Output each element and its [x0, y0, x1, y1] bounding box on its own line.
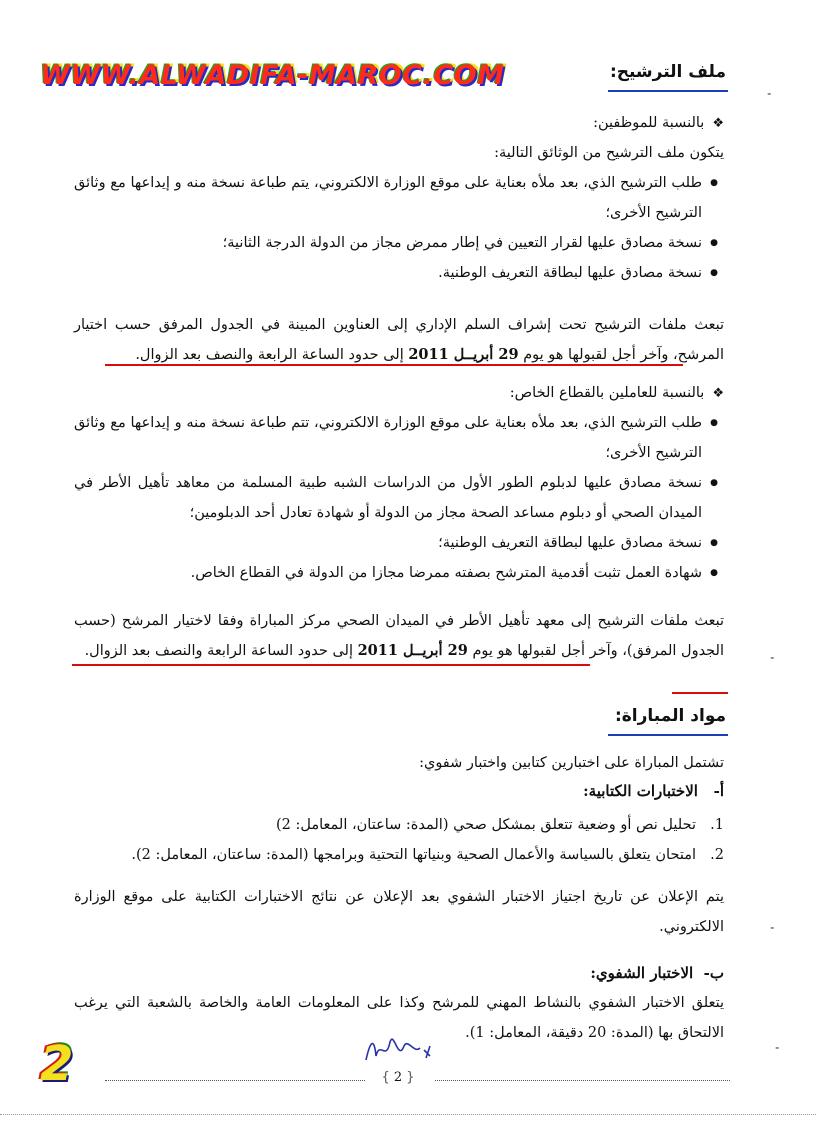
employees-submission-text: تبعث ملفات الترشيح تحت إشراف السلم الإداري إلى العناوين المبينة في الجدول المرفق حسب اختيار المرشح، وآخر أجل لقبولها هو يوم 29 أبريــل 2011 إلى حدود الساعة الرابعة والنصف بعد الزوال.: [74, 317, 724, 363]
margin-mark: ˗: [767, 86, 772, 102]
section-title-underline: [608, 734, 728, 736]
page-number: { 2 }: [381, 1070, 415, 1085]
list-item: ● نسخة مصادق عليها لدبلوم الطور الأول من الدراسات الشبه طبية المسلمة من معاهد تأهيل الأطر في الميدان الصحي أو دبلوم مساعد الصحة مجاز من الدولة أو شهادة تعادل أحد الدبلومين؛: [74, 468, 724, 528]
oral-exam-heading: ب- الاختبار الشفوي:: [590, 964, 724, 982]
section-title-underline: [608, 90, 728, 92]
deadline-date: 29 أبريــل 2011: [408, 346, 519, 363]
subsection-employees-label: ❖ بالنسبة للموظفين:: [84, 108, 724, 139]
deadline-date: 29 أبريــل 2011: [357, 642, 468, 659]
list-item: 2.امتحان يتعلق بالسياسة والأعمال الصحية وبنياتها التحتية وبرامجها (المدة: ساعتان، المعامل: 2).: [131, 847, 724, 863]
list-item: ● طلب الترشيح الذي، بعد ملأه بعناية على موقع الوزارة الالكتروني، تتم طباعة نسخة منه و إيداعها مع وثائق الترشيح الأخرى؛: [74, 408, 724, 468]
section-title-candidacy: ملف الترشيح:: [609, 62, 726, 82]
deadline-underline: [105, 364, 683, 366]
deadline-underline: [72, 664, 590, 666]
signature-image: [360, 1032, 450, 1072]
margin-mark: ˗: [770, 920, 775, 936]
margin-mark: ˗: [770, 650, 775, 666]
list-item: ● نسخة مصادق عليها لبطاقة التعريف الوطنية؛: [74, 528, 724, 558]
oral-date-announcement: يتم الإعلان عن تاريخ اجتياز الاختبار الشفوي بعد الإعلان عن نتائج الاختبارات الكتابية على موقع الوزارة الالكتروني.: [74, 889, 724, 935]
private-submission-text: تبعث ملفات الترشيح إلى معهد تأهيل الأطر في الميدان الصحي مركز المباراة وفقا لاختيار المرشح (حسب الجدول المرفق)، وآخر أجل لقبولها هو يوم 29 أبريــل 2011 إلى حدود الساعة الرابعة والنصف بعد الزوال.: [74, 613, 724, 659]
exam-intro: تشتمل المباراة على اختبارين كتابين واختبار شفوي:: [419, 755, 724, 771]
employees-intro: يتكون ملف الترشيح من الوثائق التالية:: [494, 145, 724, 161]
written-exams-list: [74, 810, 724, 870]
margin-mark: ˗: [775, 1040, 780, 1056]
page-number-badge: 2: [40, 1036, 74, 1092]
footer-rule-right: [435, 1080, 730, 1081]
private-documents-list: [74, 408, 724, 588]
section-title-exam: مواد المباراة:: [614, 706, 726, 726]
page-bottom-rule: [0, 1114, 816, 1115]
list-item: ● نسخة مصادق عليها لقرار التعيين في إطار ممرض مجاز من الدولة الدرجة الثانية؛: [74, 228, 724, 258]
footer-rule-left: [105, 1080, 365, 1081]
list-item: 1.تحليل نص أو وضعية تتعلق بمشكل صحي (المدة: ساعتان، المعامل: 2): [275, 817, 724, 833]
written-exams-heading: أ- الاختبارات الكتابية:: [583, 782, 724, 800]
watermark-logo: WWW.ALWADIFA-MAROC.COM: [40, 60, 505, 91]
list-item: ● طلب الترشيح الذي، بعد ملأه بعناية على موقع الوزارة الالكتروني، يتم طباعة نسخة منه و إيداعها مع وثائق الترشيح الأخرى؛: [74, 168, 724, 228]
subsection-private-label: ❖ بالنسبة للعاملين بالقطاع الخاص:: [84, 378, 724, 409]
oral-exam-description: يتعلق الاختبار الشفوي بالنشاط المهني للمرشح وكذا على المعلومات العامة والخاصة بالشعبة التي يرغب الالتحاق بها (المدة: 20 دقيقة، المعامل: 1).: [74, 995, 724, 1041]
deadline-underline: [672, 692, 728, 694]
employees-documents-list: [74, 168, 724, 288]
list-item: ● نسخة مصادق عليها لبطاقة التعريف الوطنية.: [74, 258, 724, 288]
list-item: ● شهادة العمل تثبت أقدمية المترشح بصفته ممرضا مجازا من الدولة في القطاع الخاص.: [74, 558, 724, 588]
